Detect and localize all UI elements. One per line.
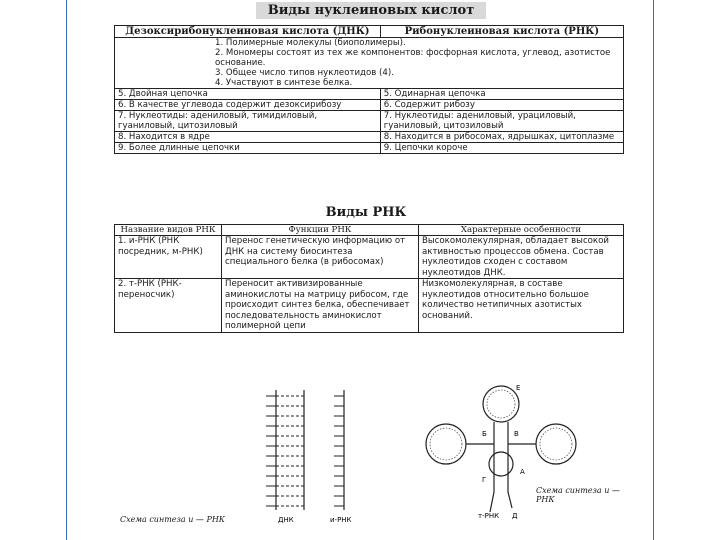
rna-name-cell: 1. и-РНК (РНК посредник, м-РНК) xyxy=(115,236,222,279)
rna-types-table xyxy=(114,224,624,333)
header-rna: Рибонуклеиновая кислота (РНК) xyxy=(380,26,623,38)
table-row xyxy=(115,279,624,333)
rna-function-cell: Перенос генетическую информацию от ДНК на систему биосинтеза специального белка (в рибосомах) xyxy=(222,236,419,279)
label-trna: т-РНК xyxy=(478,512,500,520)
rna-types-heading: Виды РНК xyxy=(325,205,407,220)
page-title: Виды нуклеиновых кислот xyxy=(256,2,486,19)
comparison-table xyxy=(114,25,624,154)
rna-name-cell: 2. т-РНК (РНК-переносчик) xyxy=(115,279,222,333)
label-b: Б xyxy=(482,430,487,438)
scanned-page xyxy=(106,0,636,540)
label-e: Е xyxy=(516,384,521,392)
dna-cell: 9. Более длинные цепочки xyxy=(115,143,381,154)
diagrams-area xyxy=(106,382,636,540)
label-dna: ДНК xyxy=(278,516,294,524)
rna-features-cell: Низкомолекулярная, в составе нуклеотидов относительно большое количество нетипичных азотистых оснований. xyxy=(419,279,624,333)
common-item: 4. Участвуют в синтезе белка. xyxy=(215,78,353,88)
table-row xyxy=(115,111,624,132)
label-a: А xyxy=(520,468,525,476)
dna-cell: 6. В качестве углевода содержит дезоксирибозу xyxy=(115,100,381,111)
common-item: 2. Мономеры состоят из тех же компонентов: фосфорная кислота, углевод, азотистое основание. xyxy=(215,48,611,68)
caption-right: Схема синтеза и — РНК xyxy=(536,486,620,504)
rna-function-cell: Переносит активизированные аминокислоты на матрицу рибосом, где происходит синтез белка, обеспечивает последовательность аминокислот полимерной цепи xyxy=(222,279,419,333)
rna-features-cell: Высокомолекулярная, обладает высокой активностью процессов обмена. Состав нуклеотидов сходен с составом нуклеотидов ДНК. xyxy=(419,236,624,279)
header-function: Функции РНК xyxy=(222,225,419,236)
common-item: 1. Полимерные молекулы (биополимеры). xyxy=(215,38,406,48)
header-dna: Дезоксирибонуклеиновая кислота (ДНК) xyxy=(115,26,381,38)
rna-cell: 7. Нуклеотиды: адениловый, урациловый, гуаниловый, цитозиловый xyxy=(380,111,623,132)
table-row xyxy=(115,100,624,111)
table-row xyxy=(115,143,624,154)
rna-cell: 8. Находится в рибосомах, ядрышках, цитоплазме xyxy=(380,132,623,143)
header-name: Название видов РНК xyxy=(115,225,222,236)
slide-frame-left xyxy=(66,0,67,540)
table-row xyxy=(115,236,624,279)
dna-cell: 8. Находится в ядре xyxy=(115,132,381,143)
table-row xyxy=(115,132,624,143)
label-g: Г xyxy=(482,476,487,484)
dna-cell: 5. Двойная цепочка xyxy=(115,89,381,100)
label-d: Д xyxy=(512,512,518,520)
label-v: В xyxy=(514,430,519,438)
rna-cell: 5. Одинарная цепочка xyxy=(380,89,623,100)
common-features xyxy=(115,38,624,89)
common-item: 3. Общее число типов нуклеотидов (4). xyxy=(215,68,394,78)
dna-cell: 7. Нуклеотиды: адениловый, тимидиловый, гуаниловый, цитозиловый xyxy=(115,111,381,132)
rna-cell: 9. Цепочки короче xyxy=(380,143,623,154)
caption-left: Схема синтеза и — РНК xyxy=(120,515,225,524)
table-row xyxy=(115,89,624,100)
rna-cell: 6. Содержит рибозу xyxy=(380,100,623,111)
label-mrna: и-РНК xyxy=(330,516,352,524)
header-features: Характерные особенности xyxy=(419,225,624,236)
